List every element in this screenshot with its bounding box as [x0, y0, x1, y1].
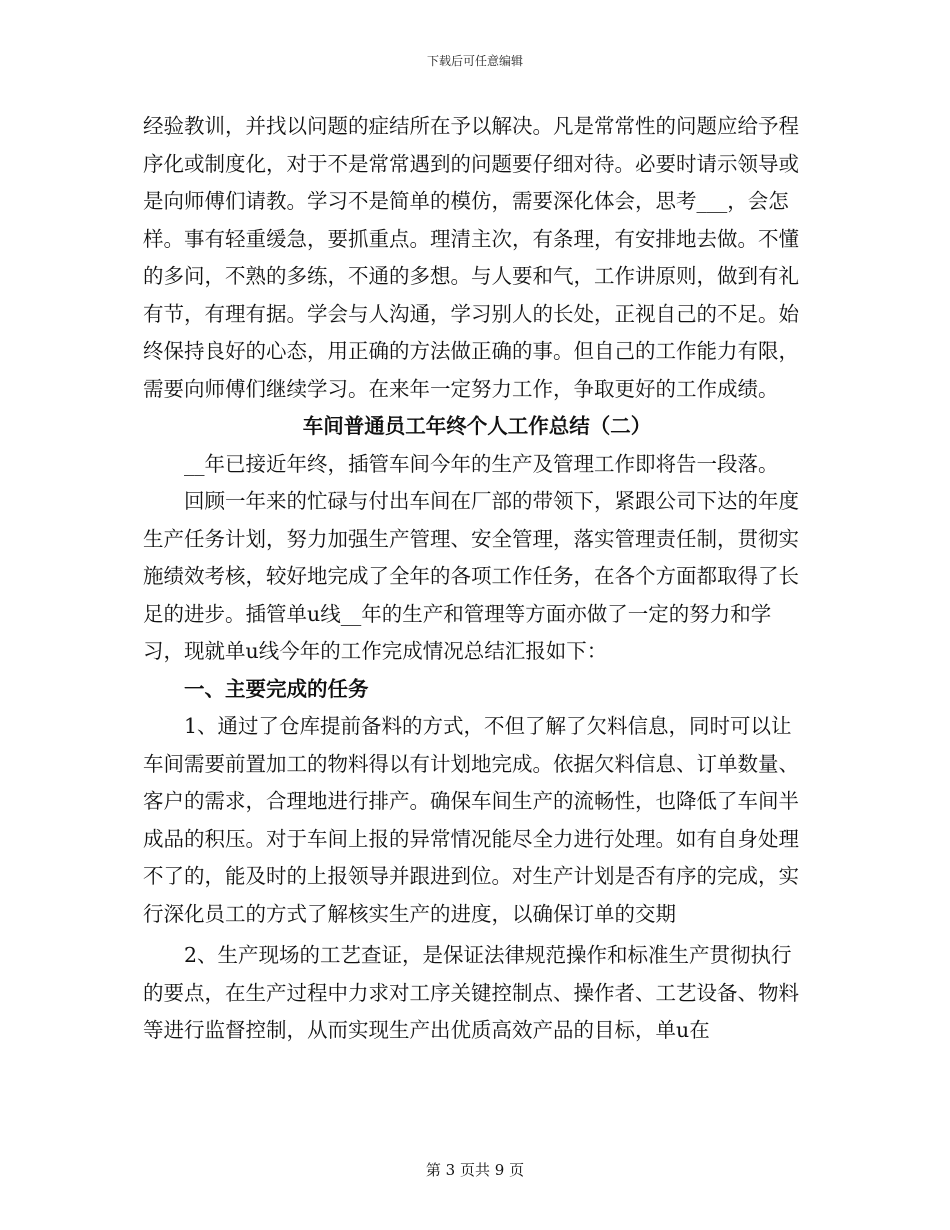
page-header: 下载后可任意编辑	[426, 54, 523, 68]
paragraph-3: 回顾一年来的忙碌与付出车间在厂部的带领下，紧跟公司下达的年度生产任务计划，努力加强生产管理、安全管理，落实管理责任制，贯彻实施绩效考核，较好地完成了全年的各项工作任务，在各个方面都取得了长足的进步。插管单u线__年的生产和管理等方面亦做了一定的努力和学习，现就单u线今年的工作完成情况总结汇报如下：	[143, 489, 799, 663]
paragraph-2: __年已接近年终，插管车间今年的生产及管理工作即将告一段落。	[184, 451, 779, 476]
paragraph-4: 1、通过了仓库提前备料的方式，不但了解了欠料信息，同时可以让车间需要前置加工的物料得以有计划地完成。依据欠料信息、订单数量、客户的需求，合理地进行排产。确保车间生产的流畅性，也降低了车间半成品的积压。对于车间上报的异常情况能尽全力进行处理。如有自身处理不了的，能及时的上报领导并跟进到位。对生产计划是否有序的完成，实行深化员工的方式了解核实生产的进度，以确保订单的交期	[143, 714, 799, 926]
page-footer: 第 3 页共 9 页	[425, 1161, 525, 1179]
section-title: 车间普通员工年终个人工作总结（二）	[302, 414, 652, 438]
paragraph-5: 2、生产现场的工艺查证，是保证法律规范操作和标准生产贯彻执行的要点，在生产过程中力求对工序关键控制点、操作者、工艺设备、物料等进行监督控制，从而实现生产出优质高效产品的目标，单u在	[143, 943, 799, 1042]
paragraph-1: 经验教训，并找以问题的症结所在予以解决。凡是常常性的问题应给予程序化或制度化，对于不是常常遇到的问题要仔细对待。必要时请示领导或是向师傅们请教。学习不是简单的模仿，需要深化体会，思考___，会怎样。事有轻重缓急，要抓重点。理清主次，有条理，有安排地去做。不懂的多问，不熟的多练，不通的多想。与人要和气，工作讲原则，做到有礼有节，有理有据。学会与人沟通，学习别人的长处，正视自己的不足。始终保持良好的心态，用正确的方法做正确的事。但自己的工作能力有限，需要向师傅们继续学习。在来年一定努力工作，争取更好的工作成绩。	[143, 114, 799, 401]
document-body	[143, 108, 811, 1050]
heading-main-tasks: 一、主要完成的任务	[184, 676, 369, 701]
